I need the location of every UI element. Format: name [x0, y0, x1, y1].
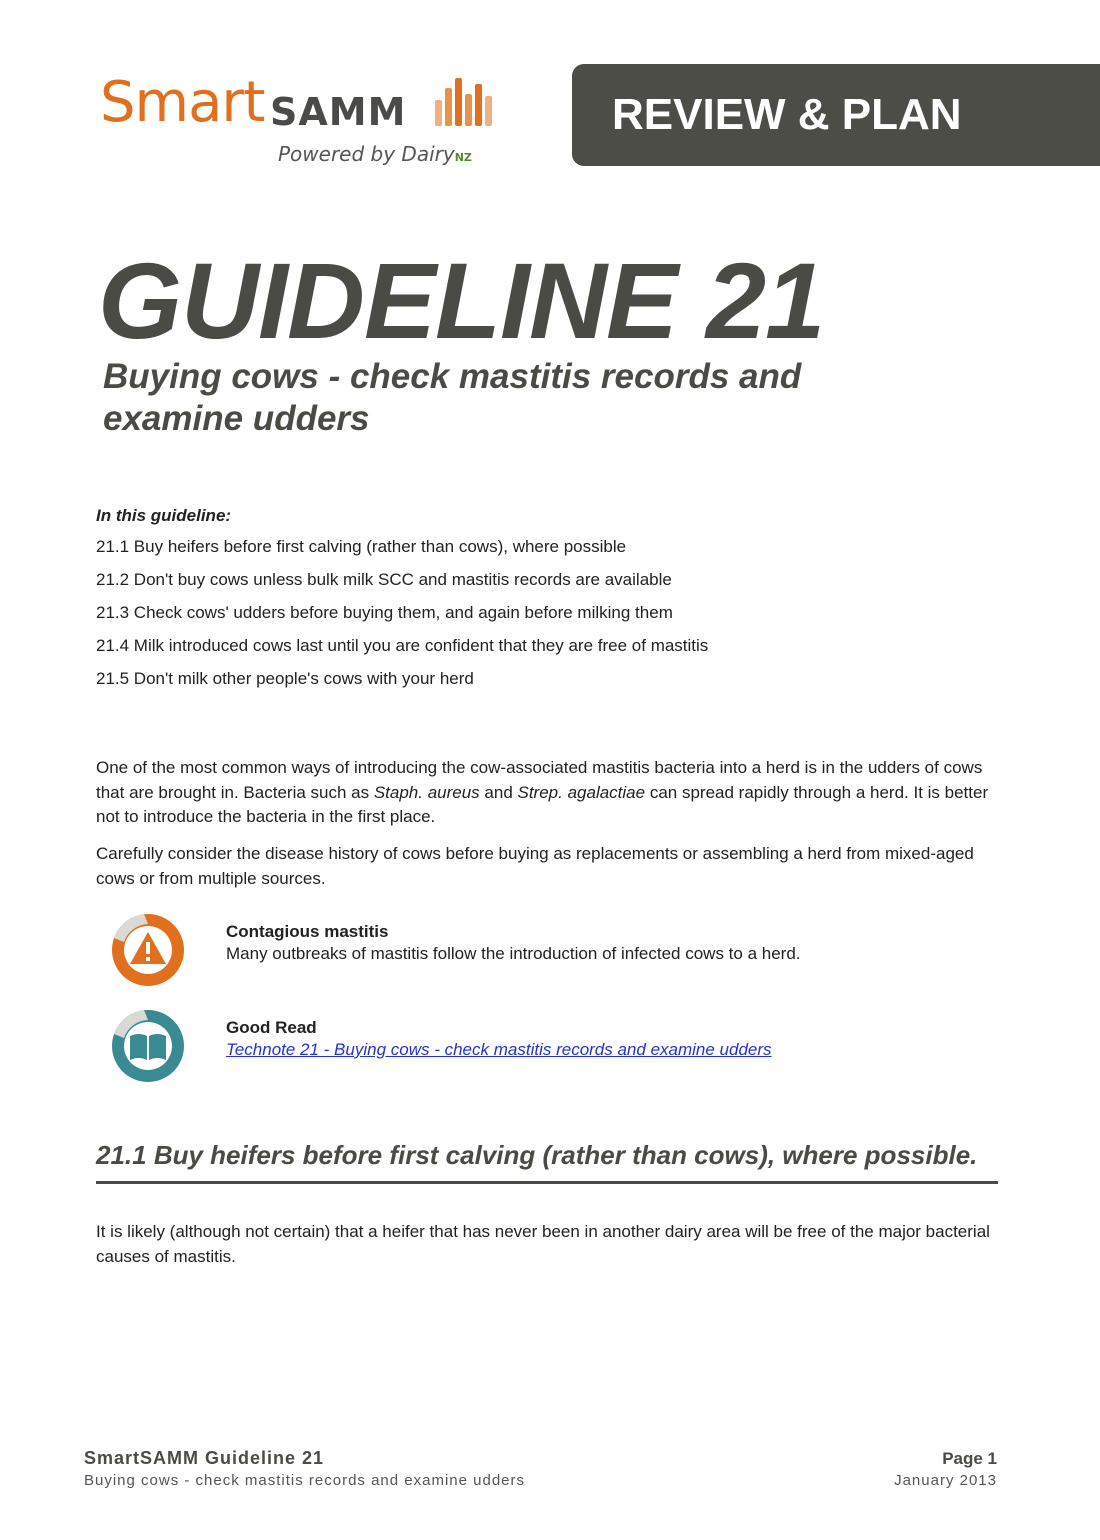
good-read-callout: [104, 1004, 1004, 1088]
warning-icon: [104, 908, 186, 990]
page-number: Page 1: [942, 1449, 997, 1468]
footer-subtitle: Buying cows - check mastitis records and examine udders: [84, 1472, 526, 1489]
contents-item: 21.2 Don't buy cows unless bulk milk SCC and mastitis records are available: [96, 570, 672, 589]
guideline-contents: [96, 506, 996, 701]
contents-item: 21.1 Buy heifers before first calving (rather than cows), where possible: [96, 537, 627, 556]
p1-and: and: [479, 782, 518, 802]
p1-strep: Strep. agalactiae: [517, 782, 646, 802]
p1-staph: Staph. aureus: [373, 782, 480, 802]
contents-item: 21.5 Don't milk other people's cows with your herd: [96, 669, 474, 688]
intro-paragraph-2: Carefully consider the disease history of cows before buying as replacements or assembling a herd from mixed-aged cows or from multiple sources.: [96, 844, 974, 888]
technote-link[interactable]: Technote 21 - Buying cows - check mastitis records and examine udders: [226, 1040, 772, 1059]
callout-text: Many outbreaks of mastitis follow the introduction of infected cows to a herd.: [226, 944, 801, 963]
book-icon: [104, 1004, 186, 1086]
intro-paragraph-1: [96, 756, 1008, 830]
logo-nz-text: NZ: [454, 151, 472, 164]
callout-title: Good Read: [226, 1018, 317, 1037]
p1-text-a: One of the most common ways of introducing the cow-associated mastitis bacteria into a herd is in the udders of cows that are brought in. Bacteria such as: [96, 758, 983, 802]
contents-heading: In this guideline:: [96, 506, 232, 525]
footer-date: January 2013: [894, 1472, 997, 1489]
p1-text-b: can spread rapidly through a herd. It is better not to introduce the bacteria in the first place.: [96, 782, 989, 826]
powered-by-text: Powered by Dairy: [278, 142, 455, 166]
logo-bars-icon: [435, 78, 497, 126]
contents-item: 21.3 Check cows' udders before buying them, and again before milking them: [96, 603, 673, 622]
logo-samm-text: SAMM: [270, 90, 407, 134]
contagious-mastitis-callout: [104, 908, 1004, 992]
review-plan-banner: [572, 64, 1100, 166]
logo-powered-by: [278, 142, 472, 166]
smartsamm-logo: [100, 70, 520, 180]
banner-label: REVIEW & PLAN: [612, 90, 962, 139]
callout-title: Contagious mastitis: [226, 922, 389, 941]
section-heading: 21.1 Buy heifers before first calving (rather than cows), where possible.: [96, 1140, 998, 1184]
footer-title: SmartSAMM Guideline 21: [84, 1448, 325, 1468]
logo-smart-text: Smart: [100, 70, 265, 135]
section-text: It is likely (although not certain) that a heifer that has never been in another dairy area will be free of the major bacterial causes of mastitis.: [96, 1222, 990, 1266]
contents-item: 21.4 Milk introduced cows last until you are confident that they are free of mastitis: [96, 636, 709, 655]
page-subtitle: Buying cows - check mastitis records and examine udders: [103, 357, 802, 438]
page-title: GUIDELINE 21: [98, 240, 825, 361]
